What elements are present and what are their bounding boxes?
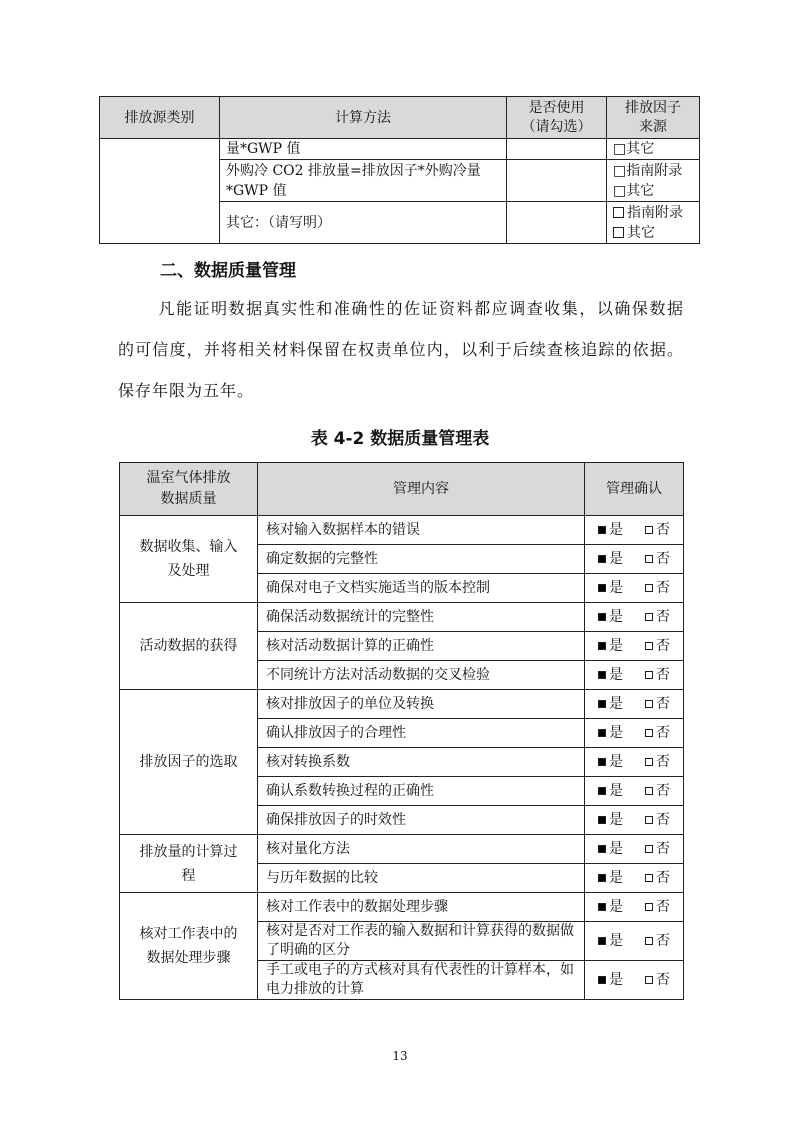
page-number: 13 xyxy=(392,1049,408,1063)
yes-label: 是 xyxy=(609,637,623,654)
yes-checkbox[interactable] xyxy=(598,899,623,915)
factor-option[interactable]: □其它 xyxy=(613,141,655,157)
table-row xyxy=(120,516,684,545)
content-cell: 与历年数据的比较 xyxy=(258,864,585,893)
confirm-cell xyxy=(585,864,684,893)
header-factor-source: 排放因子 来源 xyxy=(607,97,700,139)
content-cell: 核对输入数据样本的错误 xyxy=(258,516,585,545)
category-cell: 排放量的计算过程 xyxy=(120,835,258,893)
confirm-cell xyxy=(585,516,684,545)
factor-option-label: 其它 xyxy=(627,224,655,241)
header-content: 管理内容 xyxy=(258,463,585,516)
checkbox-checked-icon[interactable] xyxy=(598,642,606,650)
source-category-cell xyxy=(100,139,220,244)
table-row xyxy=(120,835,684,864)
yes-label: 是 xyxy=(609,840,623,857)
content-cell: 核对量化方法 xyxy=(258,835,585,864)
checkbox-empty-icon[interactable] xyxy=(645,787,653,795)
yes-checkbox[interactable] xyxy=(598,551,623,567)
confirm-cell xyxy=(585,574,684,603)
checkbox-icon[interactable] xyxy=(613,207,624,218)
yes-checkbox[interactable] xyxy=(598,667,623,683)
no-checkbox[interactable] xyxy=(645,551,670,567)
checkbox-empty-icon[interactable] xyxy=(645,584,653,592)
no-checkbox[interactable] xyxy=(645,725,670,741)
category-cell: 数据收集、输入及处理 xyxy=(120,516,258,603)
content-cell: 手工或电子的方式核对具有代表性的计算样本，如电力排放的计算 xyxy=(258,961,585,1000)
checkbox-empty-icon[interactable] xyxy=(645,526,653,534)
confirm-cell xyxy=(585,922,684,961)
category-cell: 排放因子的选取 xyxy=(120,690,258,835)
calc-method-cell: 其它：（请写明） xyxy=(220,202,507,244)
checkbox-checked-icon[interactable] xyxy=(598,700,606,708)
factor-option-other[interactable] xyxy=(613,223,693,243)
yes-checkbox[interactable] xyxy=(598,580,623,596)
no-label: 否 xyxy=(656,932,670,949)
confirm-cell xyxy=(585,893,684,922)
no-label: 否 xyxy=(656,550,670,567)
no-checkbox[interactable] xyxy=(645,696,670,712)
table-row xyxy=(120,603,684,632)
factor-source-cell[interactable] xyxy=(607,139,700,160)
checkbox-checked-icon[interactable] xyxy=(598,526,606,534)
no-checkbox[interactable] xyxy=(645,638,670,654)
content-cell: 核对是否对工作表的输入数据和计算获得的数据做了明确的区分 xyxy=(258,922,585,961)
no-label: 否 xyxy=(656,724,670,741)
no-checkbox[interactable] xyxy=(645,580,670,596)
table-caption: 表 4-2 数据质量管理表 xyxy=(310,429,490,449)
no-label: 否 xyxy=(656,971,670,988)
yes-checkbox[interactable] xyxy=(598,870,623,886)
checkbox-checked-icon[interactable] xyxy=(598,758,606,766)
calc-method-cell: 外购冷 CO2 排放量=排放因子*外购冷量*GWP 值 xyxy=(220,160,507,202)
yes-checkbox[interactable] xyxy=(598,638,623,654)
content-cell: 确保排放因子的时效性 xyxy=(258,806,585,835)
yes-checkbox[interactable] xyxy=(598,783,623,799)
factor-source-cell[interactable] xyxy=(607,202,700,244)
checkbox-checked-icon[interactable] xyxy=(598,903,606,911)
no-checkbox[interactable] xyxy=(645,522,670,538)
content-cell: 核对排放因子的单位及转换 xyxy=(258,690,585,719)
used-checkbox-cell[interactable] xyxy=(507,160,607,202)
data-quality-table xyxy=(119,462,684,1000)
yes-checkbox[interactable] xyxy=(598,841,623,857)
no-checkbox[interactable] xyxy=(645,841,670,857)
emission-source-table xyxy=(99,96,700,244)
header-source-category: 排放源类别 xyxy=(100,97,220,139)
no-label: 否 xyxy=(656,753,670,770)
no-checkbox[interactable] xyxy=(645,667,670,683)
checkbox-checked-icon[interactable] xyxy=(598,874,606,882)
no-label: 否 xyxy=(656,840,670,857)
no-label: 否 xyxy=(656,811,670,828)
data-quality-body xyxy=(120,516,684,1000)
checkbox-empty-icon[interactable] xyxy=(645,729,653,737)
no-checkbox[interactable] xyxy=(645,609,670,625)
checkbox-empty-icon[interactable] xyxy=(645,816,653,824)
confirm-cell xyxy=(585,603,684,632)
checkbox-empty-icon[interactable] xyxy=(645,903,653,911)
checkbox-checked-icon[interactable] xyxy=(598,816,606,824)
header-confirm: 管理确认 xyxy=(585,463,684,516)
header-data-quality: 温室气体排放 数据质量 xyxy=(120,463,258,516)
yes-label: 是 xyxy=(609,666,623,683)
header-calc-method: 计算方法 xyxy=(220,97,507,139)
confirm-cell xyxy=(585,632,684,661)
no-label: 否 xyxy=(656,579,670,596)
yes-label: 是 xyxy=(609,782,623,799)
no-label: 否 xyxy=(656,637,670,654)
checkbox-checked-icon[interactable] xyxy=(598,555,606,563)
header-used: 是否使用 （请勾选） xyxy=(507,97,607,139)
content-cell: 核对转换系数 xyxy=(258,748,585,777)
checkbox-empty-icon[interactable] xyxy=(645,700,653,708)
no-label: 否 xyxy=(656,898,670,915)
yes-label: 是 xyxy=(609,608,623,625)
paragraph-text: 凡能证明数据真实性和准确性的佐证资料都应调查收集，以确保数据的可信度，并将相关材料保留在权责单位内，以利于后续查核追踪的依据。保存年限为五年。 xyxy=(118,299,684,400)
content-cell: 确认排放因子的合理性 xyxy=(258,719,585,748)
checkbox-empty-icon[interactable] xyxy=(645,555,653,563)
content-cell: 不同统计方法对活动数据的交叉检验 xyxy=(258,661,585,690)
checkbox-checked-icon[interactable] xyxy=(598,613,606,621)
checkbox-empty-icon[interactable] xyxy=(645,976,653,984)
no-checkbox[interactable] xyxy=(645,972,670,988)
yes-label: 是 xyxy=(609,971,623,988)
checkbox-empty-icon[interactable] xyxy=(645,845,653,853)
checkbox-icon[interactable] xyxy=(613,227,624,238)
yes-checkbox[interactable] xyxy=(598,609,623,625)
no-label: 否 xyxy=(656,666,670,683)
no-label: 否 xyxy=(656,782,670,799)
yes-label: 是 xyxy=(609,869,623,886)
yes-label: 是 xyxy=(609,695,623,712)
checkbox-empty-icon[interactable] xyxy=(645,671,653,679)
yes-label: 是 xyxy=(609,811,623,828)
confirm-cell xyxy=(585,690,684,719)
checkbox-empty-icon[interactable] xyxy=(645,937,653,945)
used-checkbox-cell[interactable] xyxy=(507,202,607,244)
yes-checkbox[interactable] xyxy=(598,522,623,538)
section-paragraph xyxy=(118,288,684,411)
content-cell: 核对活动数据计算的正确性 xyxy=(258,632,585,661)
table-row xyxy=(100,139,700,160)
no-checkbox[interactable] xyxy=(645,899,670,915)
checkbox-checked-icon[interactable] xyxy=(598,729,606,737)
checkbox-checked-icon[interactable] xyxy=(598,671,606,679)
yes-label: 是 xyxy=(609,753,623,770)
confirm-cell xyxy=(585,806,684,835)
content-cell: 确保活动数据统计的完整性 xyxy=(258,603,585,632)
no-label: 否 xyxy=(656,695,670,712)
no-checkbox[interactable] xyxy=(645,933,670,949)
no-checkbox[interactable] xyxy=(645,870,670,886)
factor-option[interactable]: □其它 xyxy=(613,182,655,199)
factor-option[interactable]: □指南附录 xyxy=(613,162,683,179)
yes-checkbox[interactable] xyxy=(598,725,623,741)
used-checkbox-cell[interactable] xyxy=(507,139,607,160)
yes-label: 是 xyxy=(609,579,623,596)
yes-label: 是 xyxy=(609,550,623,567)
category-cell: 活动数据的获得 xyxy=(120,603,258,690)
no-checkbox[interactable] xyxy=(645,783,670,799)
yes-checkbox[interactable] xyxy=(598,696,623,712)
confirm-cell xyxy=(585,777,684,806)
confirm-cell xyxy=(585,835,684,864)
no-checkbox[interactable] xyxy=(645,754,670,770)
yes-checkbox[interactable] xyxy=(598,812,623,828)
content-cell: 确保对电子文档实施适当的版本控制 xyxy=(258,574,585,603)
confirm-cell xyxy=(585,661,684,690)
yes-label: 是 xyxy=(609,898,623,915)
confirm-cell xyxy=(585,961,684,1000)
factor-option-guide[interactable] xyxy=(613,203,693,223)
checkbox-empty-icon[interactable] xyxy=(645,758,653,766)
content-cell: 确认系数转换过程的正确性 xyxy=(258,777,585,806)
yes-label: 是 xyxy=(609,521,623,538)
confirm-cell xyxy=(585,545,684,574)
checkbox-empty-icon[interactable] xyxy=(645,613,653,621)
confirm-cell xyxy=(585,748,684,777)
no-label: 否 xyxy=(656,869,670,886)
table-row xyxy=(120,690,684,719)
factor-source-cell[interactable] xyxy=(607,160,700,202)
yes-checkbox[interactable] xyxy=(598,754,623,770)
yes-label: 是 xyxy=(609,932,623,949)
yes-checkbox[interactable] xyxy=(598,933,623,949)
confirm-cell xyxy=(585,719,684,748)
no-checkbox[interactable] xyxy=(645,812,670,828)
yes-label: 是 xyxy=(609,724,623,741)
factor-option-label: 指南附录 xyxy=(627,204,683,221)
no-label: 否 xyxy=(656,608,670,625)
checkbox-checked-icon[interactable] xyxy=(598,787,606,795)
content-cell: 确定数据的完整性 xyxy=(258,545,585,574)
section-heading: 二、数据质量管理 xyxy=(160,261,296,281)
content-cell: 核对工作表中的数据处理步骤 xyxy=(258,893,585,922)
checkbox-empty-icon[interactable] xyxy=(645,642,653,650)
checkbox-checked-icon[interactable] xyxy=(598,937,606,945)
no-label: 否 xyxy=(656,521,670,538)
category-cell: 核对工作表中的数据处理步骤 xyxy=(120,893,258,1000)
checkbox-checked-icon[interactable] xyxy=(598,845,606,853)
table-row xyxy=(120,893,684,922)
yes-checkbox[interactable] xyxy=(598,972,623,988)
checkbox-checked-icon[interactable] xyxy=(598,584,606,592)
checkbox-checked-icon[interactable] xyxy=(598,976,606,984)
checkbox-empty-icon[interactable] xyxy=(645,874,653,882)
calc-method-cell: 量*GWP 值 xyxy=(220,139,507,160)
